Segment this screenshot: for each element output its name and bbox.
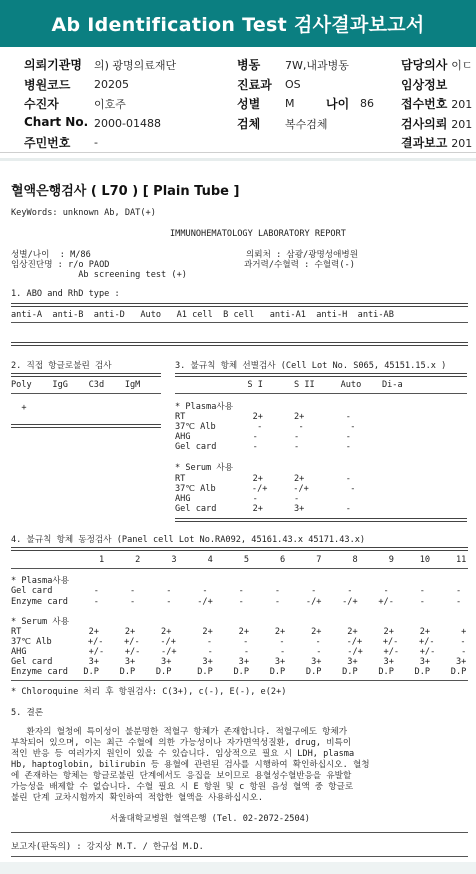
divider — [11, 568, 468, 569]
conclusion-line: 부착되어 있으며, 이는 최근 수혈에 의한 가능성이나 자가면역성질환, drug, 비특이 — [11, 738, 352, 748]
screen-row: 37℃ Alb - - - — [175, 422, 356, 432]
report-title: Ab Identification Test 검사결과보고서 — [0, 0, 476, 47]
panel-row: * Serum 사용 — [11, 617, 69, 627]
field-value — [285, 77, 301, 91]
conclusion-line: 적인 반응 등 여러가지 원인이 있을 수 있습니다. 임상적으로 필요 시 LDH, plasma — [11, 749, 355, 759]
panel-row: * Plasma사용 — [11, 576, 69, 586]
age-value: 86 — [360, 97, 374, 110]
header-row-sex — [237, 95, 260, 112]
field-label: 병동 — [237, 58, 261, 72]
keywords: KeyWords: unknown Ab, DAT(+) — [11, 208, 156, 218]
institution-value: 의) 광명의료재단 — [94, 59, 177, 72]
field-value — [94, 116, 161, 130]
header-row-doctor — [401, 56, 472, 73]
bottom-band — [0, 862, 476, 874]
header-row-department — [237, 76, 272, 93]
hospital-code-value: 20205 — [94, 78, 129, 91]
header-row-ward — [237, 56, 260, 73]
abo-rhd-title: 1. ABO and RhD type : — [11, 289, 120, 299]
divider — [11, 424, 161, 428]
patient-value: 이호주 — [94, 98, 126, 111]
info-line: Ab screening test (+) — [11, 270, 187, 280]
conclusion-line: 에 존재하는 항체는 항글로불린 단계에서도 응집을 보이므로 용혈성수혈반응을 유발할 — [11, 771, 352, 781]
divider — [175, 393, 467, 394]
divider — [11, 680, 468, 681]
blood-bank-contact: 서울대학교병원 혈액은행 (Tel. 02-2072-2504) — [110, 814, 310, 824]
panel-row: Gel card - - - - - - - - - - - — [11, 586, 462, 596]
field-value — [285, 116, 328, 132]
header-row-request — [401, 115, 472, 132]
screen-row: 37℃ Alb -/+ -/+ - — [175, 484, 356, 494]
dat-title: 2. 직접 항글로불린 검사 — [11, 361, 112, 371]
header-row-resident-no — [24, 134, 70, 151]
result-value: 201 — [451, 137, 473, 150]
field-label: 수진자 — [24, 97, 59, 111]
field-label: 결과보고 — [401, 136, 448, 150]
field-label: 접수번호 — [401, 97, 448, 111]
header-row-specimen — [237, 115, 260, 132]
chart-no-value: 2000-01488 — [94, 117, 161, 130]
resident-no-value: - — [94, 136, 98, 149]
divider — [175, 373, 467, 377]
field-value — [360, 96, 374, 110]
chloroquine-note: * Chloroquine 처리 후 항원검사: C(3+), c(-), E(-), e(2+) — [11, 687, 287, 697]
specimen-value: 복수검체 — [285, 118, 328, 131]
ward-value: 7W,내과병동 — [285, 59, 349, 72]
header-row-result — [401, 134, 472, 151]
header-row-age — [326, 95, 349, 112]
divider — [11, 322, 468, 323]
panel-row: AHG +/- +/- -/+ - - - - -/+ +/- +/- - — [11, 647, 467, 657]
header-band — [0, 158, 476, 161]
field-label: 담당의사 — [401, 58, 448, 72]
screen-title: 3. 불규칙 항체 선별검사 (Cell Lot No. S065, 45151.15.x ) — [175, 361, 447, 371]
header-divider — [0, 152, 476, 153]
info-line: 성별/나이 : M/86 의뢰처 : 삼광/광명성애병원 — [11, 250, 359, 260]
divider — [11, 303, 468, 307]
divider — [11, 547, 468, 551]
field-label: 병원코드 — [24, 78, 71, 92]
conclusion-title: 5. 결론 — [11, 708, 44, 718]
header-row-clinical-info — [401, 76, 447, 93]
screen-row: * Plasma사용 — [175, 402, 233, 412]
section-title: 혈액은행검사 ( L70 ) [ Plain Tube ] — [11, 184, 240, 199]
field-value — [285, 57, 349, 73]
field-value — [94, 135, 98, 149]
panel-header: 1 2 3 4 5 6 7 8 9 10 11 — [11, 555, 467, 565]
field-value — [94, 96, 126, 112]
lab-report-title: IMMUNOHEMATOLOGY LABORATORY REPORT — [170, 229, 346, 239]
screen-row: * Serum 사용 — [175, 463, 233, 473]
divider — [11, 393, 161, 394]
divider — [11, 373, 161, 377]
screen-row: Gel card - - - — [175, 442, 351, 452]
conclusion-line: 가능성을 배제할 수 없습니다. 수혈 필요 시 E 항원 및 c 항원 음성 혈액 중 항글로 — [11, 782, 354, 792]
dat-value: + — [11, 403, 27, 413]
header-row-chart-no — [24, 115, 88, 129]
divider — [11, 832, 468, 833]
panel-row: Gel card 3+ 3+ 3+ 3+ 3+ 3+ 3+ 3+ 3+ 3+ 3+ — [11, 657, 467, 667]
field-label: 진료과 — [237, 78, 272, 92]
field-label: 주민번호 — [24, 136, 71, 150]
header-row-patient — [24, 95, 59, 112]
field-value — [94, 77, 129, 91]
field-label: Chart No. — [24, 115, 89, 129]
divider — [11, 856, 468, 857]
screen-row: AHG - - — [175, 494, 300, 504]
panel-row: 37℃ Alb +/- +/- -/+ - - - - -/+ +/- +/- - — [11, 637, 466, 647]
conclusion-line: Hb, haptoglobin, bilirubin 등 용혈에 관련된 검사를 시행하여 확인하십시오. 혈청 — [11, 760, 370, 770]
doctor-value: 이ㄷ — [451, 59, 473, 72]
header-row-institution — [24, 56, 82, 73]
field-label: 검체 — [237, 117, 261, 131]
field-label: 의뢰기관명 — [24, 58, 82, 72]
screen-row: AHG - - - — [175, 432, 351, 442]
screen-row: RT 2+ 2+ - — [175, 412, 351, 422]
reporter: 보고자(판독의) : 강지상 M.T. / 한규섭 M.D. — [11, 842, 204, 852]
header-row-accession — [401, 95, 472, 112]
panel-row: Enzyme card - - - -/+ - - -/+ -/+ +/- - - — [11, 597, 462, 607]
conclusion-line: 환자의 혈청에 특이성이 불분명한 적혈구 항체가 존재합니다. 적혈구에도 항체가 — [11, 727, 348, 737]
panel-row: RT 2+ 2+ 2+ 2+ 2+ 2+ 2+ 2+ 2+ 2+ + — [11, 627, 467, 637]
divider — [11, 342, 468, 346]
field-value — [94, 57, 176, 73]
panel-row: Enzyme card D.P D.P D.P D.P D.P D.P D.P D.P D.P D.P D.P — [11, 667, 467, 677]
screen-header: S I S II Auto Di-a — [175, 380, 403, 390]
request-value: 201 — [451, 118, 473, 131]
field-value — [285, 96, 295, 110]
conclusion-line: 불린 단계 교차시험까지 확인하여 적합한 혈액을 사용하십시오. — [11, 793, 264, 803]
divider — [175, 518, 467, 522]
department-value: OS — [285, 78, 301, 91]
dat-header: Poly IgG C3d IgM — [11, 380, 141, 390]
screen-row: RT 2+ 2+ - — [175, 474, 351, 484]
header-row-hospital-code — [24, 76, 70, 93]
field-label: 검사의뢰 — [401, 117, 448, 131]
panel-title: 4. 불규칙 항체 동정검사 (Panel cell Lot No.RA092, 45161.43.x 45171.43.x) — [11, 535, 366, 545]
accession-value: 201 — [451, 98, 473, 111]
field-label: 임상정보 — [401, 78, 448, 92]
field-label: 성별 — [237, 97, 261, 111]
abo-rhd-header: anti-A anti-B anti-D Auto A1 cell B cell anti-A1 anti-H anti-AB — [11, 310, 394, 320]
info-line: 임상진단명 : r/o PAOD 과거력/수혈력 : 수혈력(-) — [11, 260, 355, 270]
sex-value: M — [285, 97, 295, 110]
field-label: 나이 — [326, 97, 350, 111]
screen-row: Gel card 2+ 3+ - — [175, 504, 351, 514]
